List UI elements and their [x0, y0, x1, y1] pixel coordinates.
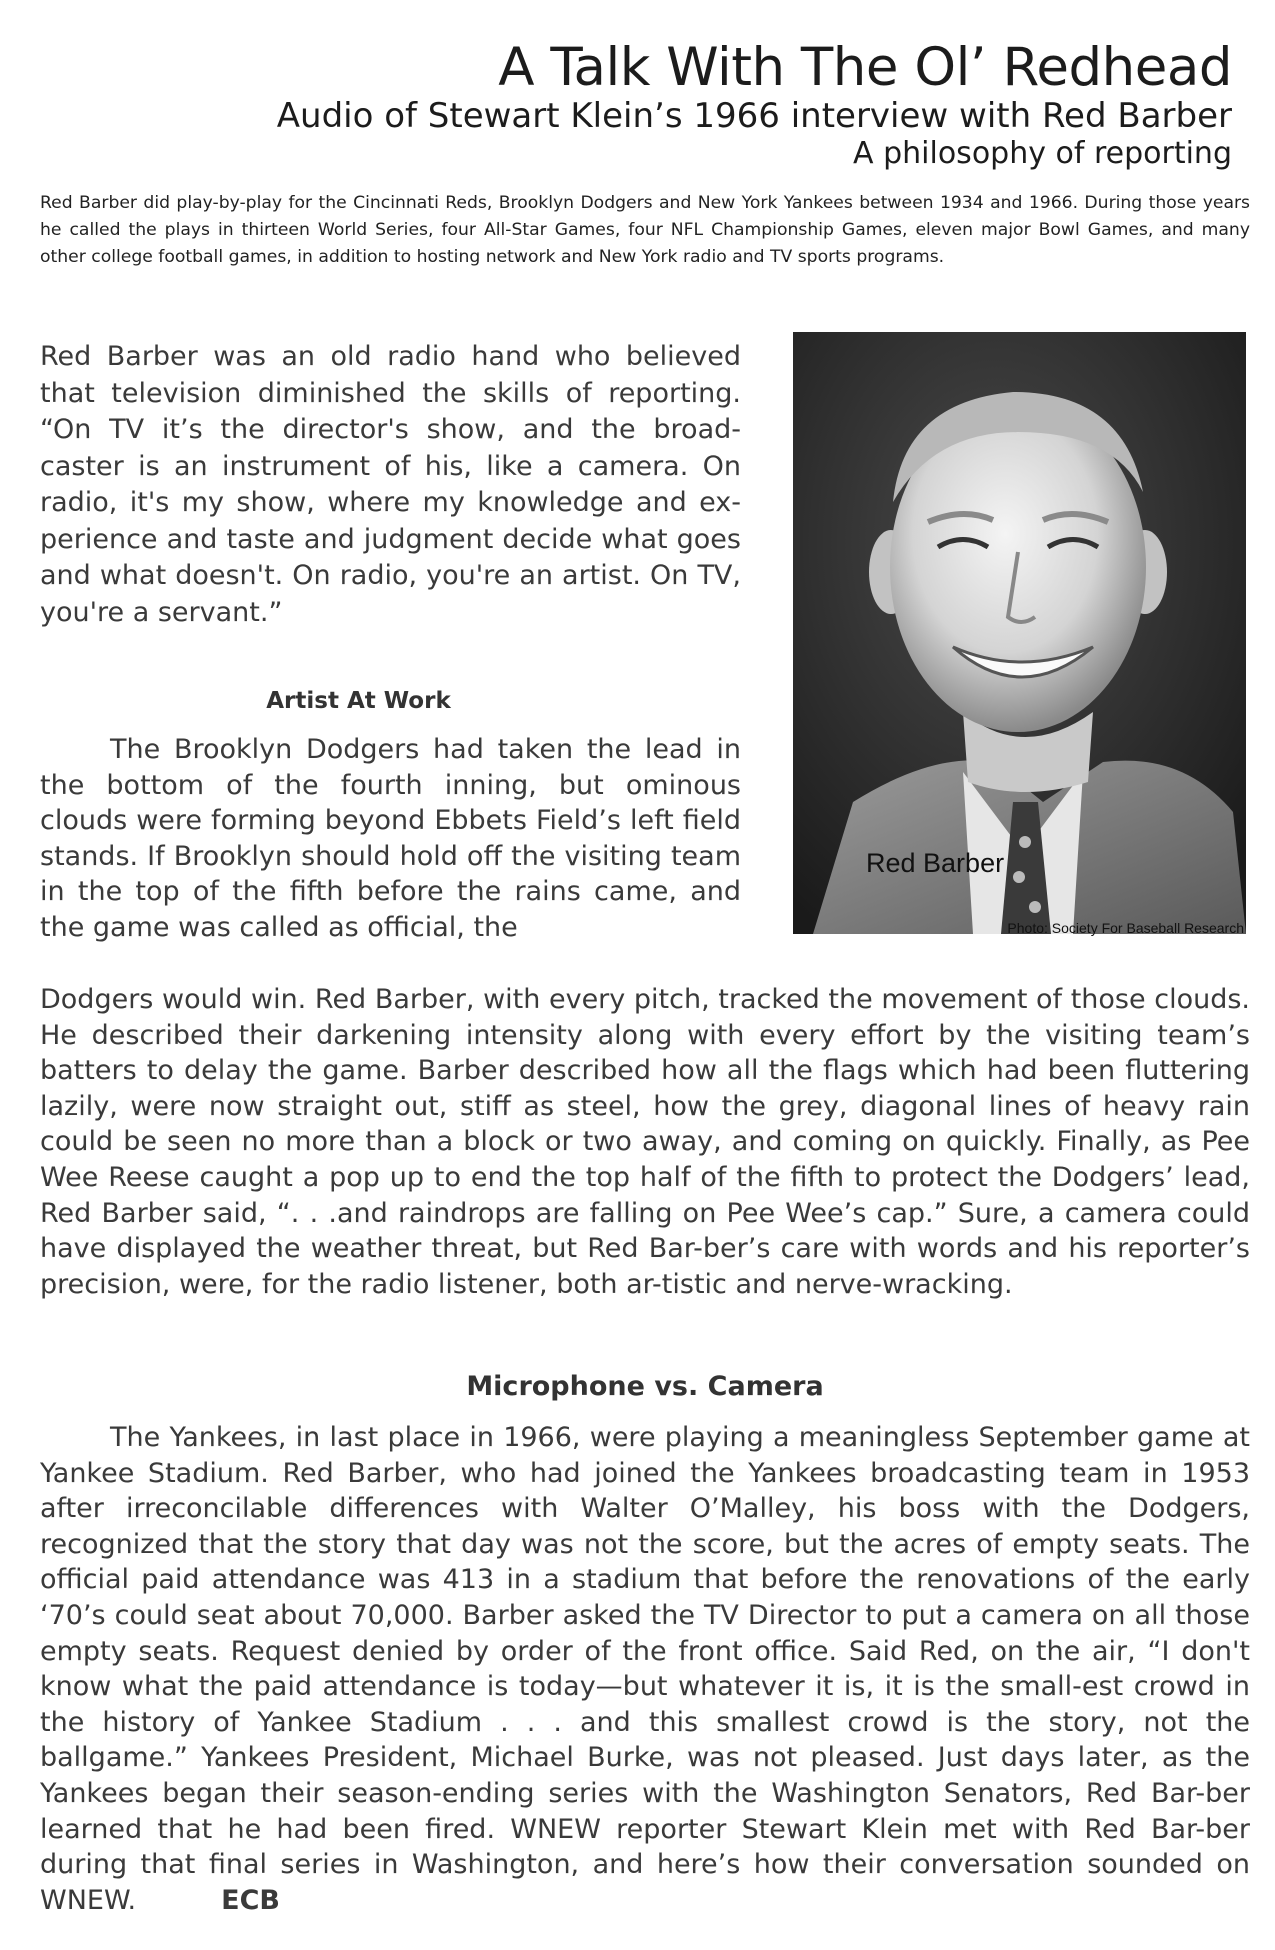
artist-text-part1: The Brooklyn Dodgers had taken the lead in the bottom of the fourth inning, but ominous clouds were forming beyond Ebbets Field’s left field stands. If Brooklyn should hold off the visiting team in the top of the fifth before the rains came, and the game was called as official, the [40, 734, 741, 943]
photo-credit: Photo: Society For Baseball Research [1007, 920, 1244, 936]
author-signature: ECB [221, 1884, 280, 1916]
mic-text: The Yankees, in last place in 1966, were playing a meaningless September game at Yankee Stadium. Red Barber, who had joined the Yankees broadcasting team in 1953 after irreconcilable differences with Walter O’Malley, his boss with the Dodgers, recognized that the story that day was not the score, but the acres of empty seats. The official paid attendance was 413 in a stadium that before the renovations of the early ‘70’s could seat about 70,000. Barber asked the TV Director to put a camera on all those empty seats. Request denied by order of the front office. Said Red, on the air, “I don't know what the paid attendance is today—but whatever it is, it is the small-est crowd in the history of Yankee Stadium . . . and this smallest crowd is the story, not the ballgame.” Yankees President, Michael Burke, was not pleased. Just days later, as the Yankees began their season-ending series with the Washington Senators, Red Bar-ber learned that he had been fired. WNEW reporter Stewart Klein met with Red Bar-ber during that final series in Washington, and here’s how their conversation sounded on WNEW. [40, 1422, 1250, 1916]
portrait-photo [793, 332, 1246, 934]
article-title: A Talk With The Ol’ Redhead [498, 37, 1232, 98]
mic-paragraph [40, 1420, 1250, 1918]
photo-figure [793, 332, 1246, 934]
artist-paragraph-part1 [40, 732, 741, 946]
portrait-image [793, 332, 1246, 934]
article-tagline: A philosophy of reporting [853, 136, 1232, 171]
article-subtitle: Audio of Stewart Klein’s 1966 interview with Red Barber [276, 96, 1232, 136]
intro-paragraph: Red Barber did play-by-play for the Cincinnati Reds, Brooklyn Dodgers and New York Yankees between 1934 and 1966. During those years he called the plays in thirteen World Series, four All-Star Games, four NFL Championship Games, eleven major Bowl Games, and many other college football games, in addition to hosting network and New York radio and TV sports programs. [40, 193, 1250, 267]
section-heading-artist: Artist At Work [266, 688, 451, 714]
article-page [40, 38, 1250, 1938]
photo-caption: Red Barber [866, 848, 1005, 878]
section-heading-mic: Microphone vs. Camera [466, 1371, 824, 1402]
artist-paragraph-part2: Dodgers would win. Red Barber, with every pitch, tracked the movement of those clouds. He described their darkening intensity along with every effort by the visiting team’s batters to delay the game. Barber described how all the flags which had been fluttering lazily, were now straight out, stiff as steel, how the grey, diagonal lines of heavy rain could be seen no more than a block or two away, and coming on quickly. Finally, as Pee Wee Reese caught a pop up to end the top half of the fifth to protect the Dodgers’ lead, Red Barber said, “. . .and raindrops are falling on Pee Wee’s cap.” Sure, a camera could have displayed the weather threat, but Red Bar-ber’s care with words and his reporter’s precision, were, for the radio listener, both ar-tistic and nerve-wracking. [40, 984, 1250, 1300]
lead-paragraph: Red Barber was an old radio hand who believed that television diminished the skills of reporting. “On TV it’s the director's show, and the broad-caster is an instrument of his, like a camera. On radio, it's my show, where my knowledge and ex-perience and taste and judgment decide what goes and what doesn't. On radio, you're an artist. On TV, you're a servant.” [40, 341, 741, 628]
